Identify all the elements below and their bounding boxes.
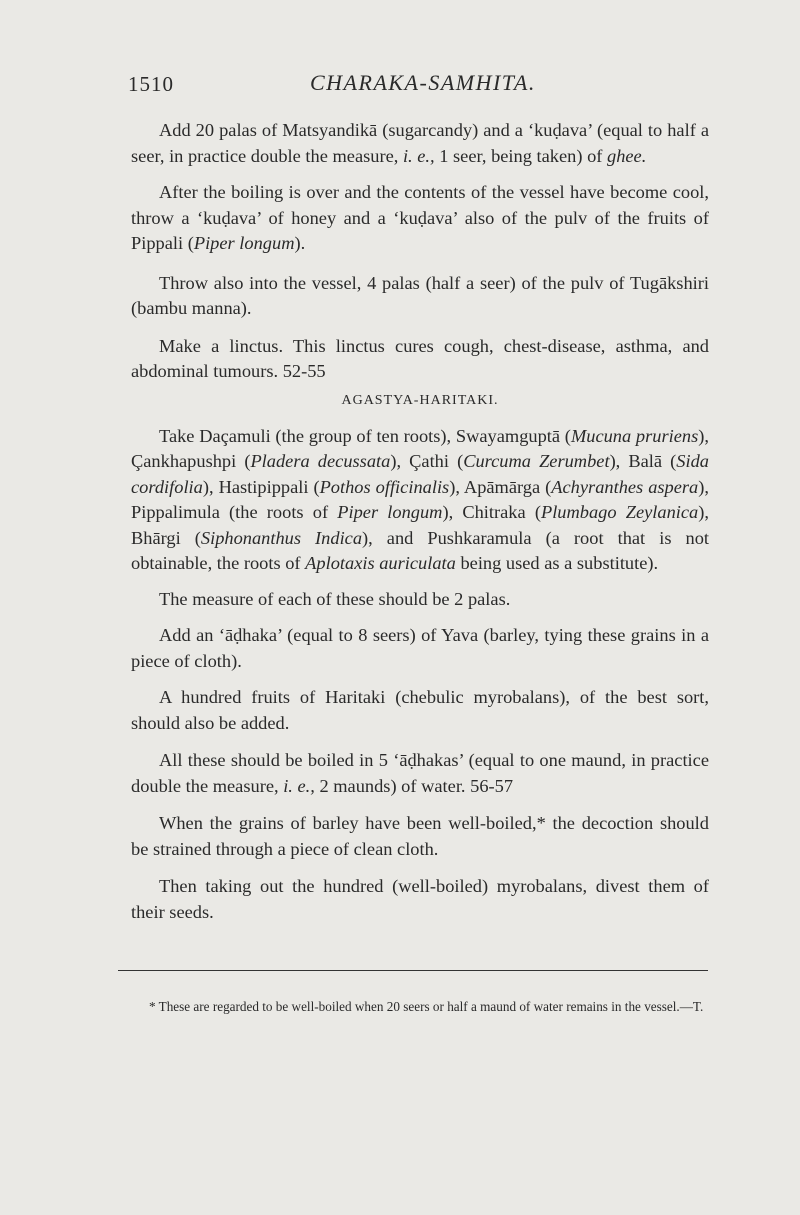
text-run: being used as a substitute). xyxy=(455,553,659,573)
text-run: A hundred fruits of Haritaki (chebulic myrobalans), of the best sort, should also be added. xyxy=(131,687,709,733)
italic-text: Mucuna pruriens xyxy=(570,425,699,446)
paragraph-ingredients xyxy=(131,424,709,577)
text-run: Add 20 palas of Matsyandikā (sugarcandy) and a ‘kuḍava’ (equal to half a seer, in practice double the measure, xyxy=(131,120,709,166)
text-run: ), Bhārgi ( xyxy=(131,502,709,548)
paragraph-myrobalans xyxy=(131,874,709,925)
italic-text: Curcuma Zerumbet xyxy=(463,451,610,471)
text-run: * These are regarded to be well-boiled when 20 seers or half a maund of water remains in the vessel.—T. xyxy=(149,999,704,1014)
section-heading: AGASTYA-HARITAKI. xyxy=(341,392,499,408)
text-run: ), and Pushkaramula (a root that is not obtainable, the roots of xyxy=(131,527,710,573)
italic-text: Piper longum xyxy=(337,502,443,522)
running-title: CHARAKA-SAMHITA. xyxy=(310,70,536,95)
text-run: ). xyxy=(294,233,306,253)
paragraph-straining xyxy=(131,811,709,862)
paragraph-measure xyxy=(131,587,709,613)
italic-text: i. e., xyxy=(402,145,435,166)
italic-text: Plumbago Zeylanica xyxy=(540,502,699,522)
text-run: Take Daçamuli (the group of ten roots), Swayamguptā ( xyxy=(159,425,571,446)
paragraph-haritaki xyxy=(131,685,709,736)
text-run: After the boiling is over and the contents of the vessel have become cool, throw a ‘kuḍava’ of honey and a ‘kuḍava’ also of the pulv of the fruits of Pippali ( xyxy=(131,182,709,253)
paragraph-honey xyxy=(131,180,709,257)
footnote-divider xyxy=(118,970,708,971)
text-run: The measure of each of these should be 2 palas. xyxy=(159,588,511,609)
italic-text: Sida cordifolia xyxy=(131,451,709,497)
italic-text: i. e., xyxy=(283,775,315,796)
paragraph-sugarcandy xyxy=(131,118,709,169)
text-run: Add an ‘āḍhaka’ (equal to 8 seers) of Yava (barley, tying these grains in a piece of cloth). xyxy=(131,625,709,671)
text-run: 1 seer, being taken) of xyxy=(434,145,607,166)
text-run: ), Balā ( xyxy=(609,451,677,471)
italic-text: Piper longum xyxy=(193,233,295,253)
italic-text: Pothos officinalis xyxy=(319,476,450,497)
italic-text: ghee. xyxy=(607,145,647,166)
paragraph-boiling xyxy=(131,748,709,799)
text-run: ), Pippalimula (the roots of xyxy=(131,476,709,522)
text-run: All these should be boiled in 5 ‘āḍhakas’ (equal to one maund, in practice double the measure, xyxy=(131,750,709,796)
paragraph-tugakshiri xyxy=(131,271,709,322)
italic-text: Pladera decussata xyxy=(250,451,391,471)
text-run: 2 maunds) of water. 56-57 xyxy=(314,775,514,796)
text-run: When the grains of barley have been well-boiled,* the decoction should be strained through a piece of clean cloth. xyxy=(131,813,709,859)
italic-text: Achyranthes aspera xyxy=(551,476,699,497)
paragraph-barley xyxy=(131,623,709,674)
text-run: ), Chitraka ( xyxy=(442,502,541,522)
text-run: ), Apāmārga ( xyxy=(449,476,552,497)
page-number: 1510 xyxy=(128,72,174,96)
footnote xyxy=(131,997,709,1016)
text-run: Then taking out the hundred (well-boiled) myrobalans, divest them of their seeds. xyxy=(131,876,709,922)
italic-text: Siphonanthus Indica xyxy=(200,527,363,548)
text-run: Make a linctus. This linctus cures cough, chest-disease, asthma, and abdominal tumours. 52-55 xyxy=(131,335,709,381)
text-run: ), Çathi ( xyxy=(390,451,464,471)
page-body xyxy=(131,118,709,925)
italic-text: Aplotaxis auriculata xyxy=(305,553,456,573)
page-header xyxy=(128,68,688,98)
text-run: ), Hastipippali ( xyxy=(202,476,320,497)
text-run: ), Çankhapushpi ( xyxy=(131,425,709,471)
paragraph-linctus xyxy=(131,334,709,385)
text-run: Throw also into the vessel, 4 palas (half a seer) of the pulv of Tugākshiri (bambu manna). xyxy=(131,272,709,318)
